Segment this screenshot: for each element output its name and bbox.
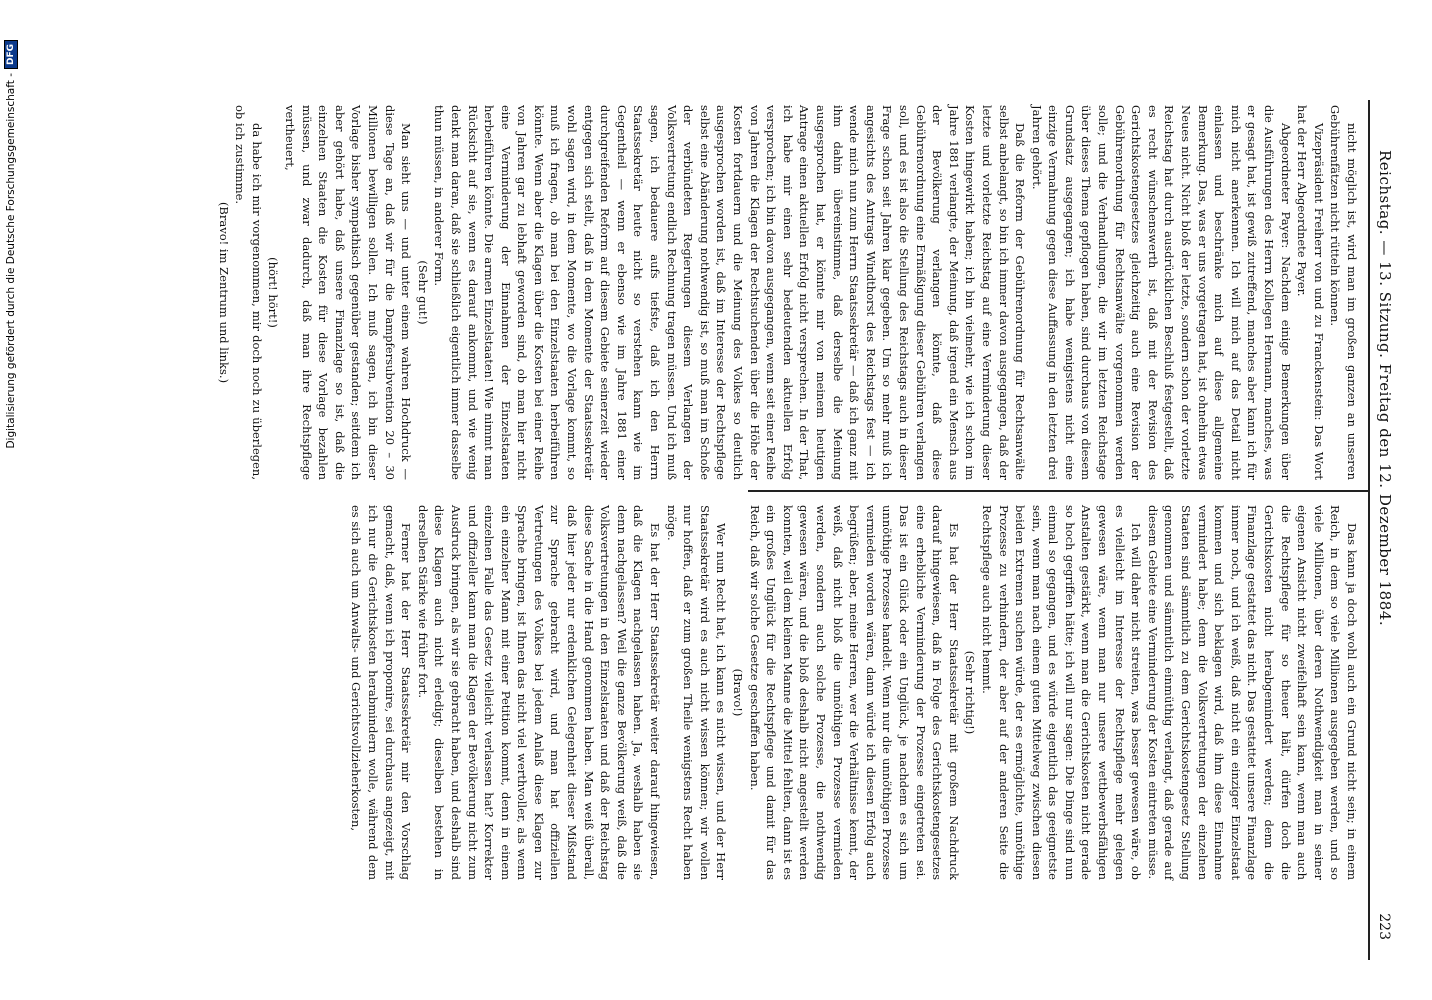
dfg-logo: DFG	[4, 40, 18, 69]
left-column-paragraph: Vizepräsident Freiherr von und zu Franckenstein: Das Wort hat der Herr Abgeordnete Payer.	[1295, 105, 1326, 480]
column-divider	[748, 490, 1368, 492]
right-column-paragraph: (Sehr richtig!)	[963, 650, 978, 735]
right-column-paragraph: Es hat der Herr Staatssekretär mit großem Nachdruck darauf hingewiesen, daß in Folge des Gerichtskostengesetzes eine erhebliche Verminderung der Prozesse eingetreten sei. Das ist ein Glück oder ein Unglück, je nachdem es sich um unnöthige Prozesse handelt. Wenn nur die unnöthigen Prozesse vermieden worden wären, dann würde ich diesen Erfolg auch begrüßen; aber, meine Herren, wer die Verhältnisse kennt, der weiß, daß nicht bloß die unnöthigen Prozesse vermieden werden, sondern auch solche Prozesse, die nothwendig gewesen wären, und die bloß deshalb nicht angestellt werden konnten, weil dem kleinen Manne die Mittel fehlten, dann ist es ein großes Unglück für die Rechtspflege und damit für das Reich, daß wir solche Gesetze geschaffen haben.	[747, 505, 961, 880]
left-column-paragraph: Daß die Reform der Gebührenordnung für Rechtsanwälte selbst anbelangt, so bin ich immer davon ausgegangen, daß der letzte und vorletzte Reichstag auf eine Verminderung dieser Kosten hingewirkt haben; ich bin vielmehr, wie ich schon im Jahre 1881 verlangte, der Meinung, daß irgend ein Mensch aus der Bevölkerung verlangen könnte, daß diese Gebührenordnung eine Ermäßigung dieser Gebühren verlangen soll, und es ist also die Stellung des Reichstags auch in dieser Frage schon seit Jahren klar gegeben. Um so mehr muß ich angesichts des Antrags Windthorst des Reichstags fest — ich wende mich nun zum Herrn Staatssekretär — daß ich ganz mit ihm dahin übereinstimme, daß derselbe die Meinung ausgesprochen hat, er könnte mir von meinem heutigen Antrage einen aktuellen Erfolg nicht versprechen. In der That, ich habe mir einen sehr bedeutenden aktuellen Erfolg versprochen; ich bin davon ausgegangen, wenn seit einer Reihe von Jahren die Klagen der Rechtsuchenden über die Höhe der Kosten fortdauern und die Meinung des Volkes so deutlich ausgesprochen worden ist, daß im Interesse der Rechtspflege selbst eine Abänderung nothwendig ist, so muß man im Schoße der verbündeten Regierungen diesem Verlangen der Volksvertretung endlich Rechnung tragen müssen. Und ich muß sagen, ich bedauere aufs tiefste, daß ich den Herrn Staatssekretär heute nicht so verstehen kann wie im Gegentheil — wenn er ebenso wie im Jahre 1881 einer durchgreifenden Reform auf diesem Gebiete seinerzeit wieder entgegen sich stellt, daß in dem Momente der Staatssekretär wohl sagen wird, in dem Momente, wo die Vorlage kommt, so muß ich fragen, ob man bei den Einzelstaaten herbeiführen könnte. Wenn aber die Klagen über die Kosten bei einer Reihe von Jahren gar zu lebhaft geworden sind, ob man hier nicht eine Verminderung der Einnahmen der Einzelstaaten herbeiführen könnte. Die armen Einzelstaaten! Wie nimmt man Rücksicht auf sie, wenn es darauf ankommt, und wie wenig denkt man daran, daß sie schließlich eigentlich immer dasselbe thun müssen, in anderer Form.	[432, 105, 1028, 481]
left-column-paragraph: (Bravo! im Zentrum und links.)	[216, 201, 231, 384]
right-column	[349, 505, 1360, 880]
left-column	[0, 105, 1360, 480]
running-header	[1376, 150, 1394, 940]
right-column-paragraph: Wer nun Recht hat, ich kann es nicht wissen, und der Herr Staatssekretär wird es auch nicht wissen können; wir wollen nur hoffen, daß er zum großen Theile wenigstens Recht haben möge.	[664, 505, 729, 880]
left-column-paragraph: Man sieht uns — und unter einem wahren Hochdruck — diese Tage an, daß wir für die Dampfersubvention 20 – 30 Millionen bewilligen sollen. Ich muß sagen, ich bin dieser Vorlage bisher sympathisch gegenüber gestanden; seitdem ich aber gehört habe, daß unsere Finanzlage so ist, daß die einzelnen Staaten die Kosten für diese Vorlage bezahlen müssen, und zwar dadurch, daß man ihre Rechtspflege vertheuert,	[283, 105, 414, 480]
right-column-paragraph: Das kann ja doch wohl auch ein Grund nicht sein; in einem Reich, in dem so viele Millionen ausgegeben werden, und so viele Millionen, über deren Nothwendigkeit man in seiner eigenen Ansicht nicht zweifelhaft sein kann, wenn man auch die Rechtspflege für so theuer hält, dürfen doch die Gerichtskosten nicht herabgemindert werden; denn die Finanzlage gestattet das nicht. Das gestattet unsere Finanzlage immer noch, und ich weiß, daß nicht ein einziger Einzelstaat kommen und sich beklagen wird, daß ihm diese Einnahme vermindert habe; denn die Volksvertretungen der einzelnen Staaten sind sämmtlich zu dem Gerichtskostengesetz Stellung genommen und sämmtlich einmüthig verlangt, daß gerade auf diesem Gebiete eine Verminderung der Kosten eintreten müsse.	[1145, 505, 1359, 880]
header-rule	[1368, 100, 1370, 960]
right-column-paragraph: (Bravo!)	[731, 668, 746, 717]
footer-credit-strip	[0, 0, 22, 1000]
header-title: Reichstag. — 13. Sitzung. Freitag den 12. Dezember 1884.	[1376, 150, 1394, 627]
right-column-paragraph: Ich will daher nicht streiten, was besser gewesen wäre, ob es vielleicht im Interesse der Rechtspflege mehr gelegen gewesen wäre, wenn man nur unsere wettbewerbsfähigen Anstalten gestärkt, wenn man die Gerichtskosten nicht gerade so hoch gegriffen hätte; ich will nur sagen: Die Dinge sind nun einmal so gegangen, und es würde eigentlich das geeignetste sein, wenn man nach einem guten Mittelweg zwischen diesen beiden Extremen suchen würde, der es ermöglichte, unnöthige Prozesse zu verhindern, der aber auf der anderen Seite die Rechtspflege auch nicht hemmt.	[979, 505, 1144, 880]
page-number: 223	[1376, 913, 1392, 940]
left-column-paragraph: (Sehr gut!)	[415, 260, 430, 325]
left-column-paragraph: Abgeordneter Payer: Nachdem einige Bemerkungen über die Ausführungen des Herrn Kollegen Hermann, manches, was er gesagt hat, ist gewiß zutreffend, manches aber kann ich für mich nicht anerkennen. Ich will mich auf das Detail nicht einlassen und beschränke mich auf diese allgemeine Bemerkung. Das, was er uns vorgetragen hat, ist ohnehin etwas Neues nicht. Nicht bloß der letzte, sondern schon der vorletzte Reichstag hat durch ausdrücklichen Beschluß festgestellt, daß es recht wünschenswerth ist, daß mit der Revision des Gerichtskostengesetzes gleichzeitig auch eine Revision der Gebührenordnung für Rechtsanwälte vorgenommen werden solle; und die Verhandlungen, die wir im letzten Reichstage über dieses Thema gepflogen haben, sind durchaus von diesem Grundsatz ausgegangen; ich habe wenigstens nicht eine einzige Vermahnung gegen diese Auffassung in den letzten drei Jahren gehört.	[1029, 105, 1293, 480]
left-column-paragraph: da habe ich mir vorgenommen, mir doch noch zu überlegen, ob ich zustimme.	[233, 105, 264, 480]
right-column-paragraph: Ferner hat der Herr Staatssekretär mir den Vorschlag gemacht, daß, wenn ich proponire, sei durchaus angezeigt, mit ich nur die Gerichtskosten herabmindern wolle, während dem es sich auch um Anwalts- und Gerichtsvollzieherkosten,	[349, 505, 414, 880]
left-column-paragraph: (hört! hört!)	[266, 257, 281, 328]
right-column-paragraph: Es hat der Herr Staatssekretär weiter darauf hingewiesen, daß die Klagen nachgelassen haben. Ja, weshalb haben sie denn nachgelassen? Weil die ganze Bevölkerung weiß, daß die Volksvertretungen in den Einzelstaaten und daß der Reichstag diese Sache in die Hand genommen haben. Man weiß überall, daß hier jeder nur erdenklichen Gelegenheit dieser Mißstand zur Sprache gebracht wird, und man hat offiziellen Vertretungen des Volkes bei jedem Anlaß diese Klagen zur Sprache bringen, ist Ihnen das nicht viel werthvoller, als wenn ein einzelner Mann mit einer Petition kommt, denn in einem einzelnen Falle das Gesetz vielleicht verlassen hat? Korrekter und offizieller kann man die Klagen der Bevölkerung nicht zum Ausdruck bringen, als wir sie gebracht haben, und deshalb sind diese Klagen auch nicht erledigt; dieselben bestehen in derselben Stärke wie früher fort.	[415, 505, 663, 880]
left-column-paragraph: nicht möglich ist, wird man im großen ganzen an unseren Gebührenfätzen nicht rütteln können.	[1328, 105, 1359, 480]
footer-credit-text: Digitalisierung gefördert durch die Deutsche Forschungsgemeinschaft -	[5, 73, 17, 449]
